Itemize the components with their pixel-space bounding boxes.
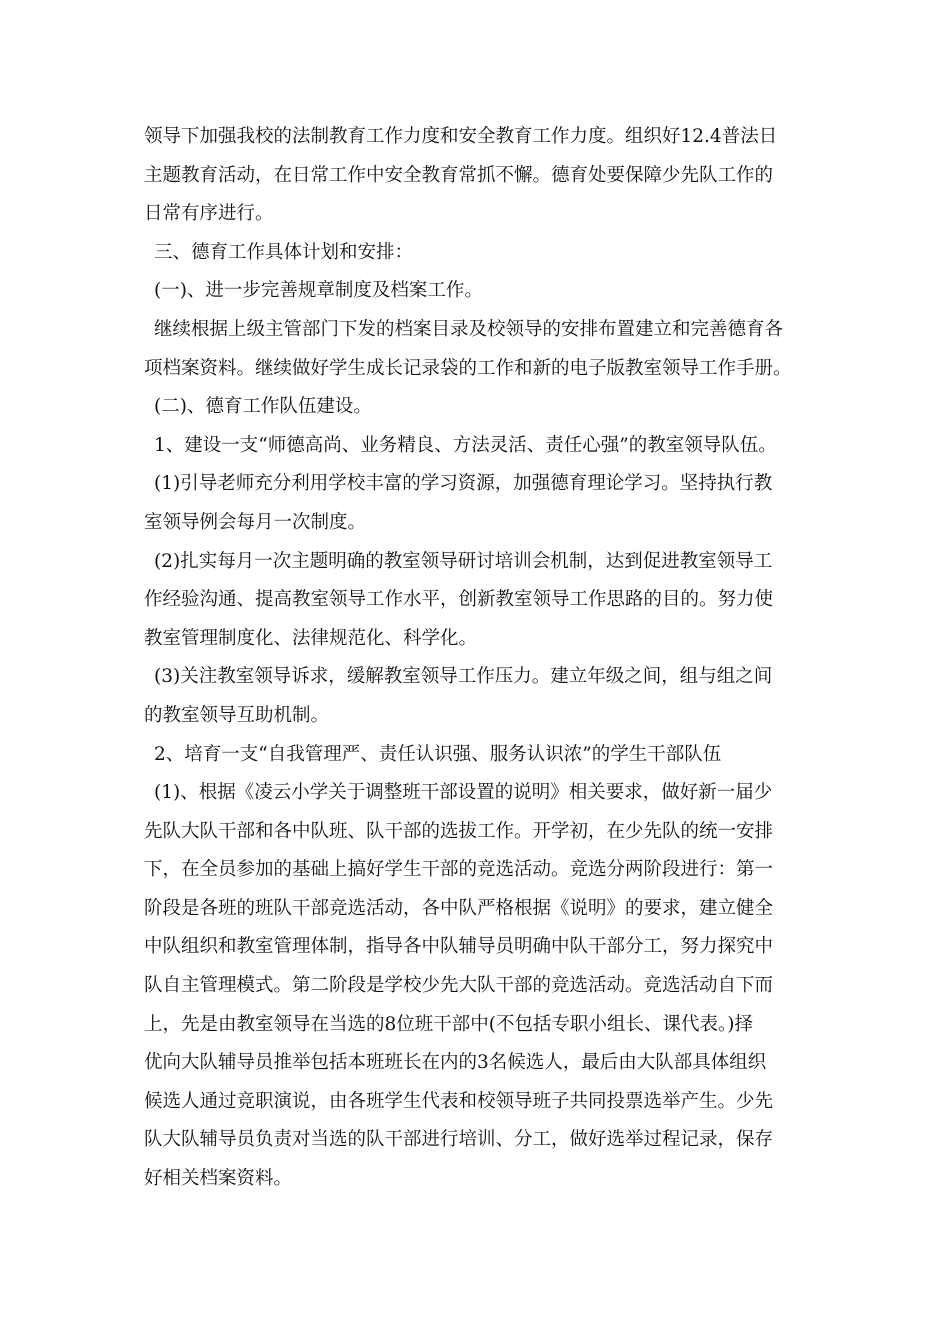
text-line: 日常有序进行。 (144, 203, 274, 225)
text-line: 阶段是各班的班队干部竞选活动，各中队严格根据《说明》的要求，建立健全 (144, 897, 774, 919)
text-line: (1)引导老师充分利用学校丰富的学习资源，加强德育理论学习。坚持执行教 (154, 473, 773, 495)
subsection-heading: (一)、进一步完善规章制度及档案工作。 (154, 280, 483, 302)
text-line: 下，在全员参加的基础上搞好学生干部的竞选活动。竞选分两阶段进行：第一 (144, 859, 774, 881)
text-line: (1)、根据《凌云小学关于调整班干部设置的说明》相关要求，做好新一届少 (154, 782, 773, 804)
text-line: 上，先是由教室领导在当选的8位班干部中(不包括专职小组长、课代表。)择 (144, 1013, 753, 1035)
text-line: 先队大队干部和各中队班、队干部的选拔工作。开学初，在少先队的统一安排 (144, 820, 774, 842)
list-item-heading: 2、培育一支“自我管理严、责任认识强、服务认识浓”的学生干部队伍 (154, 743, 722, 765)
text-line: 的教室领导互助机制。 (144, 704, 330, 726)
text-line: 作经验沟通、提高教室领导工作水平，创新教室领导工作思路的目的。努力使 (144, 589, 774, 611)
text-line: 队大队辅导员负责对当选的队干部进行培训、分工，做好选举过程记录，保存 (144, 1129, 774, 1151)
text-line: (2)扎实每月一次主题明确的教室领导研讨培训会机制，达到促进教室领导工 (154, 550, 773, 572)
text-line: 好相关档案资料。 (144, 1168, 293, 1190)
text-line: 教室管理制度化、法律规范化、科学化。 (144, 627, 478, 649)
list-item-heading: 1、建设一支“师德高尚、业务精良、方法灵活、责任心强”的教室领导队伍。 (154, 434, 777, 456)
text-line: 候选人通过竞职演说，由各班学生代表和校领导班子共同投票选举产生。少先 (144, 1090, 774, 1112)
text-line: 队自主管理模式。第二阶段是学校少先大队干部的竞选活动。竞选活动自下而 (144, 975, 774, 997)
text-line: 继续根据上级主管部门下发的档案目录及校领导的安排布置建立和完善德育各 (154, 318, 784, 340)
subsection-heading: (二)、德育工作队伍建设。 (154, 396, 372, 418)
text-line: 优向大队辅导员推举包括本班班长在内的3名候选人，最后由大队部具体组织 (144, 1052, 767, 1074)
text-line: 领导下加强我校的法制教育工作力度和安全教育工作力度。组织好12.4普法日 (144, 126, 778, 147)
text-line: (3)关注教室领导诉求，缓解教室领导工作压力。建立年级之间，组与组之间 (154, 666, 773, 688)
text-line: 主题教育活动，在日常工作中安全教育常抓不懈。德育处要保障少先队工作的 (144, 164, 774, 186)
section-heading: 三、德育工作具体计划和安排： (154, 241, 414, 263)
text-line: 室领导例会每月一次制度。 (144, 511, 367, 533)
text-line: 中队组织和教室管理体制，指导各中队辅导员明确中队干部分工，努力探究中 (144, 936, 774, 958)
text-line: 项档案资料。继续做好学生成长记录袋的工作和新的电子版教室领导工作手册。 (144, 357, 792, 379)
document-page (144, 118, 812, 1199)
